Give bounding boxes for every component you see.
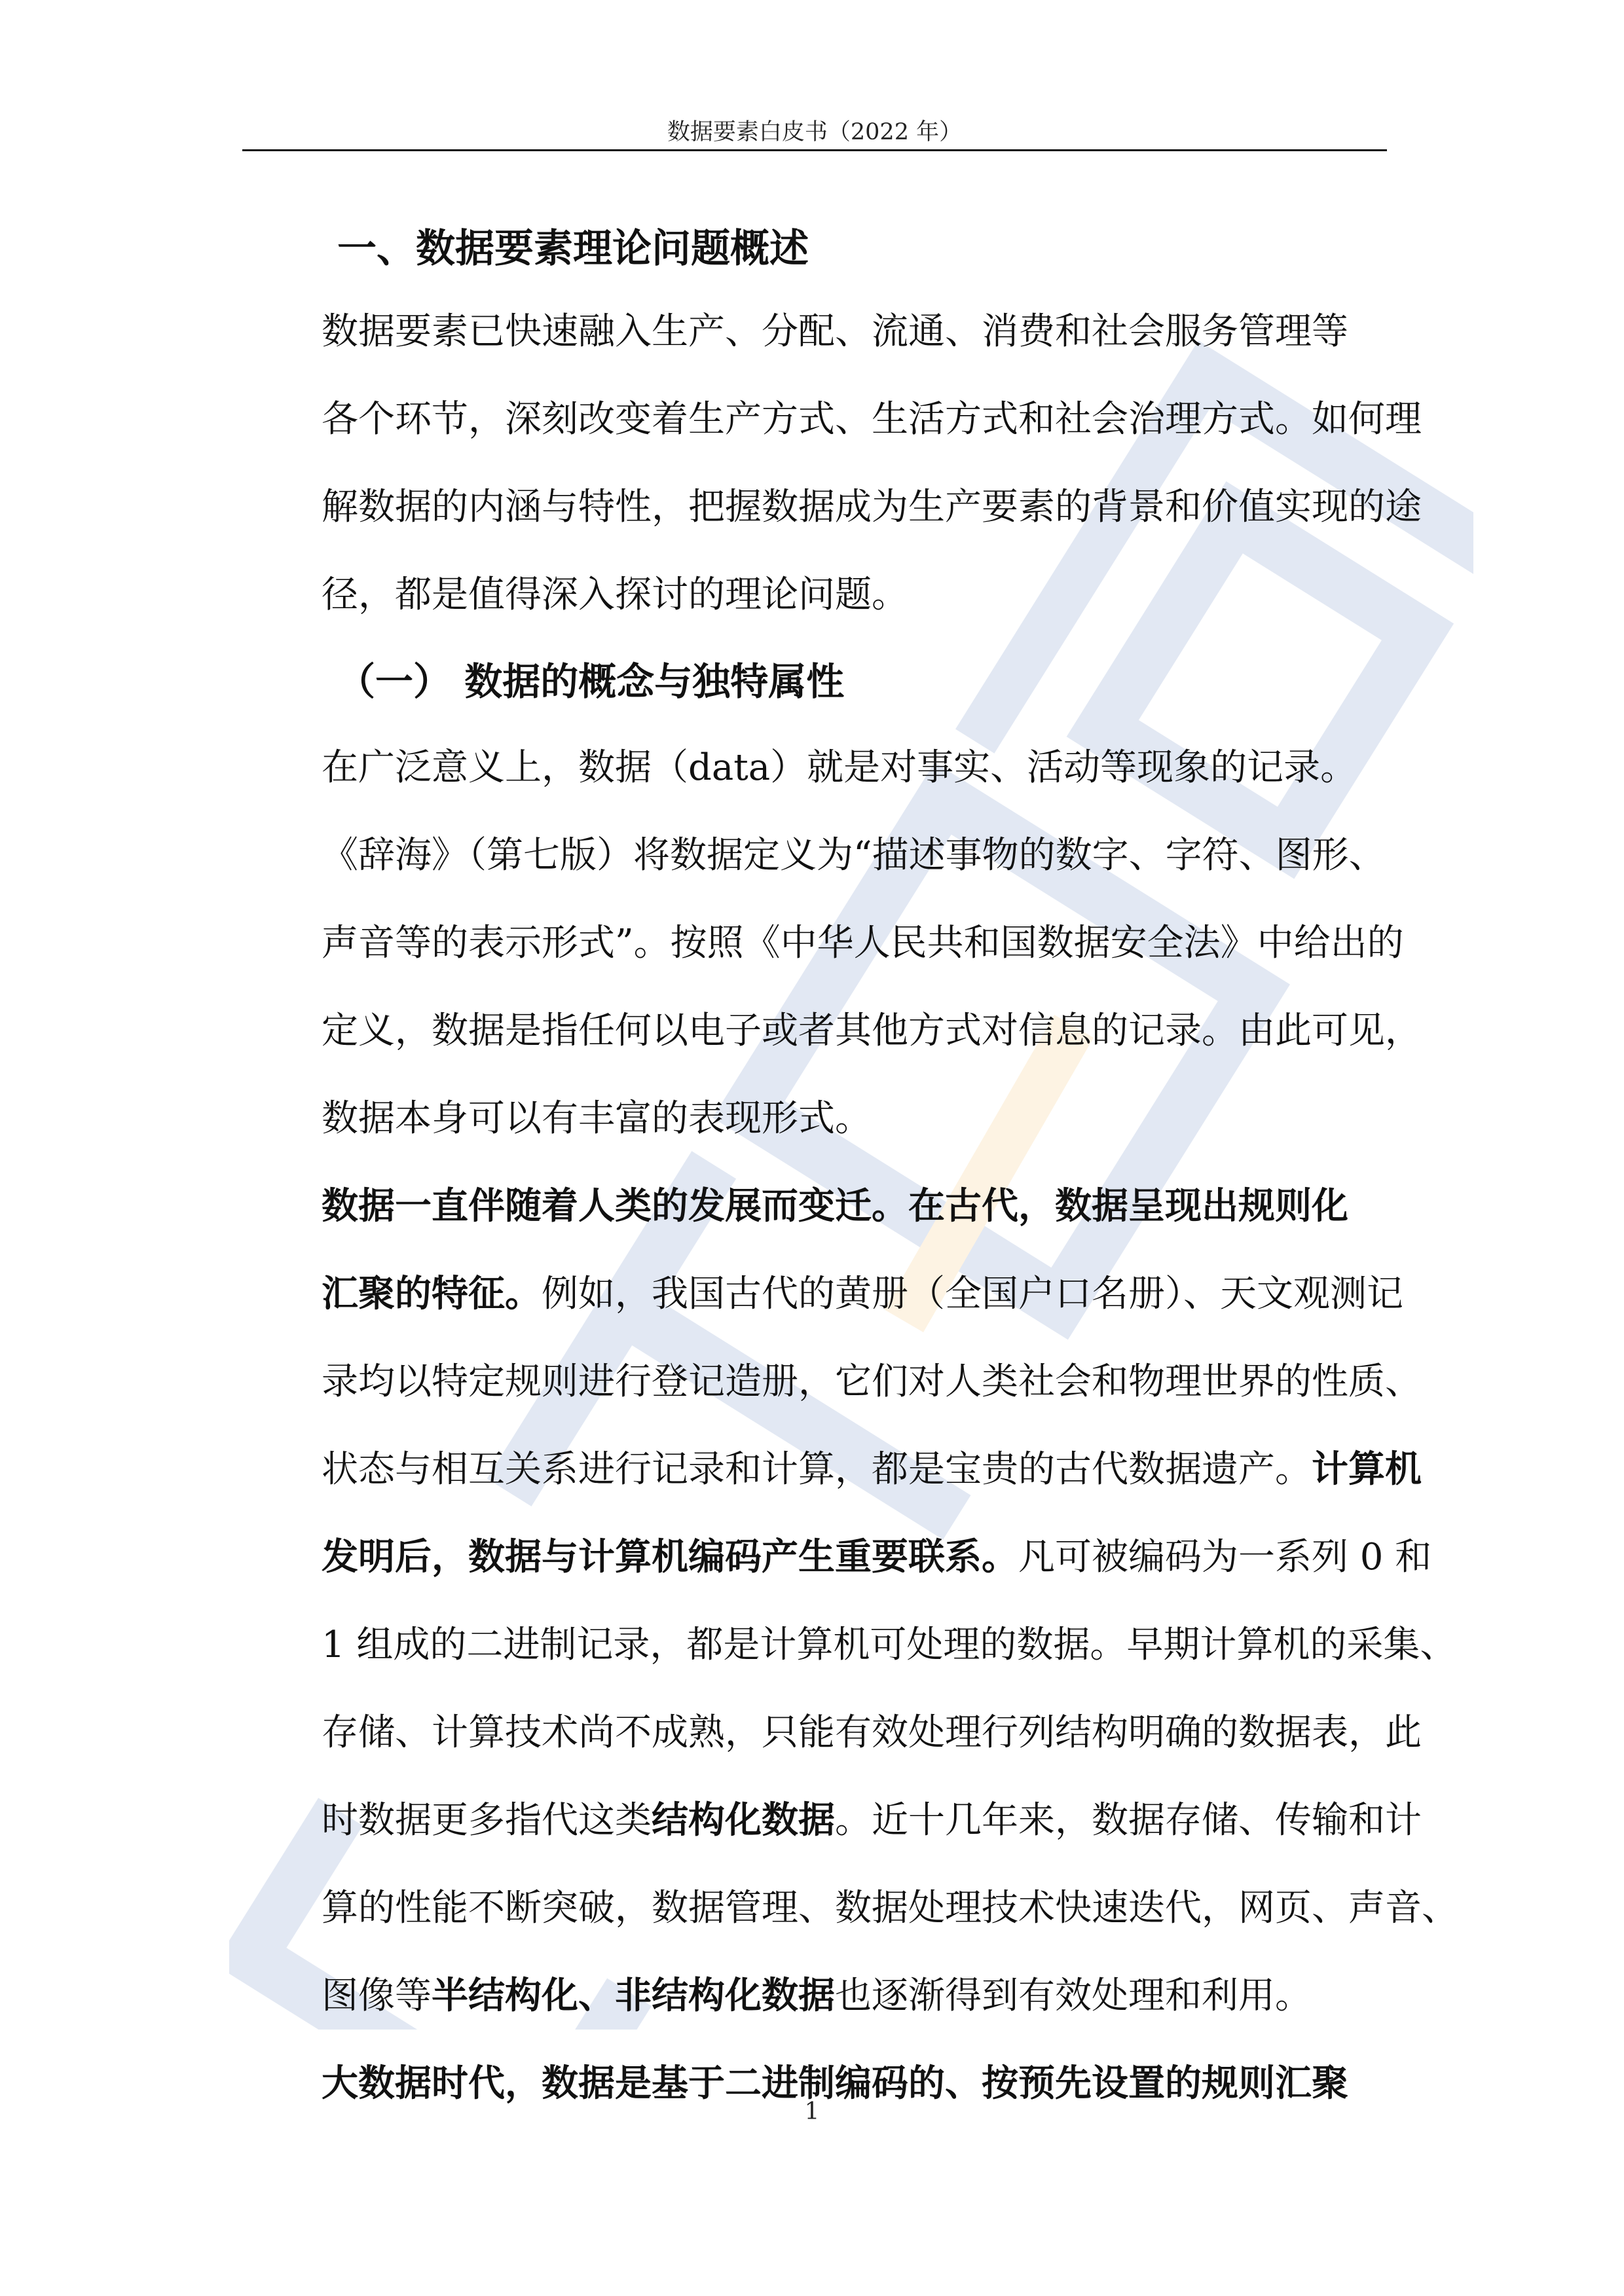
text-line (246, 1952, 1386, 2040)
bold-run: 发明后，数据与计算机编码产生重要联系。 (322, 1536, 1018, 1578)
bold-run: 结构化数据 (652, 1799, 835, 1842)
bigdata-paragraph (246, 2040, 1386, 2128)
text-line: 定义，数据是指任何以电子或者其他方式对信息的记录。由此可见， (322, 1010, 1422, 1052)
text-run: 图像等 (322, 1975, 432, 2017)
header-rule (242, 149, 1387, 151)
page-content (246, 210, 1458, 2128)
intro-paragraph (246, 288, 1422, 639)
section-heading-1-1: （一） 数据的概念与独特属性 (337, 659, 845, 704)
bold-run: 半结构化、非结构化数据 (432, 1975, 835, 2017)
text-line: 数据要素已快速融入生产、分配、流通、消费和社会服务管理等 (322, 310, 1348, 353)
bold-run: 数据一直伴随着人类的发展而变迁。 (322, 1185, 908, 1228)
text-line (246, 1514, 1432, 1601)
text-line: 录均以特定规则进行登记造册，它们对人类社会和物理世界的性质、 (322, 1360, 1422, 1403)
page-number: 1 (804, 2098, 820, 2125)
text-line (246, 2040, 1386, 2128)
text-line: 存储、计算技术尚不成熟，只能有效处理行列结构明确的数据表，此 (322, 1711, 1422, 1754)
text-line: 各个环节，深刻改变着生产方式、生活方式和社会治理方式。如何理 (322, 398, 1422, 441)
history-paragraph (246, 1163, 1458, 2040)
text-run: 。近十几年来，数据存储、传输和计 (835, 1799, 1422, 1842)
bold-run: 在古代，数据呈现出规则化 (908, 1185, 1348, 1228)
text-line (246, 1426, 1422, 1514)
text-line: 在广泛意义上，数据（data）就是对事实、活动等现象的记录。 (322, 746, 1357, 789)
bold-run: 数据是基于二进制编码的、按预先设置的规则汇聚 (542, 2062, 1348, 2105)
bold-run: 汇聚的特征。 (322, 1273, 542, 1315)
text-line: 《辞海》（第七版）将数据定义为“描述事物的数字、字符、图形、 (322, 834, 1386, 877)
text-line: 声音等的表示形式”。按照《中华人民共和国数据安全法》中给出的 (322, 922, 1404, 964)
text-run: 状态与相互关系进行记录和计算，都是宝贵的古代数据遗产。 (322, 1448, 1312, 1491)
running-header: 数据要素白皮书（2022 年） (667, 119, 963, 145)
text-run: 也逐渐得到有效处理和利用。 (835, 1975, 1312, 2017)
bold-run: 计算机 (1312, 1448, 1422, 1491)
text-line: 径，都是值得深入探讨的理论问题。 (322, 574, 908, 616)
text-line (246, 1163, 1386, 1250)
text-run: 凡可被编码为一系列 0 和 (1018, 1536, 1432, 1578)
text-line: 算的性能不断突破，数据管理、数据处理技术快速迭代，网页、声音、 (322, 1887, 1458, 1929)
text-line (246, 1250, 1403, 1338)
text-run: 例如，我国古代的黄册（全国户口名册）、天文观测记 (542, 1273, 1403, 1315)
section-heading-1: 一、数据要素理论问题概述 (337, 226, 809, 272)
text-line: 解数据的内涵与特性，把握数据成为生产要素的背景和价值实现的途 (322, 486, 1422, 528)
text-line (246, 1777, 1422, 1865)
text-line: 数据本身可以有丰富的表现形式。 (322, 1097, 872, 1140)
definition-paragraph (246, 724, 1422, 1163)
bold-run: 大数据时代， (322, 2062, 542, 2105)
text-run: 时数据更多指代这类 (322, 1799, 652, 1842)
text-line: 1 组成的二进制记录，都是计算机可处理的数据。早期计算机的采集、 (322, 1624, 1457, 1666)
